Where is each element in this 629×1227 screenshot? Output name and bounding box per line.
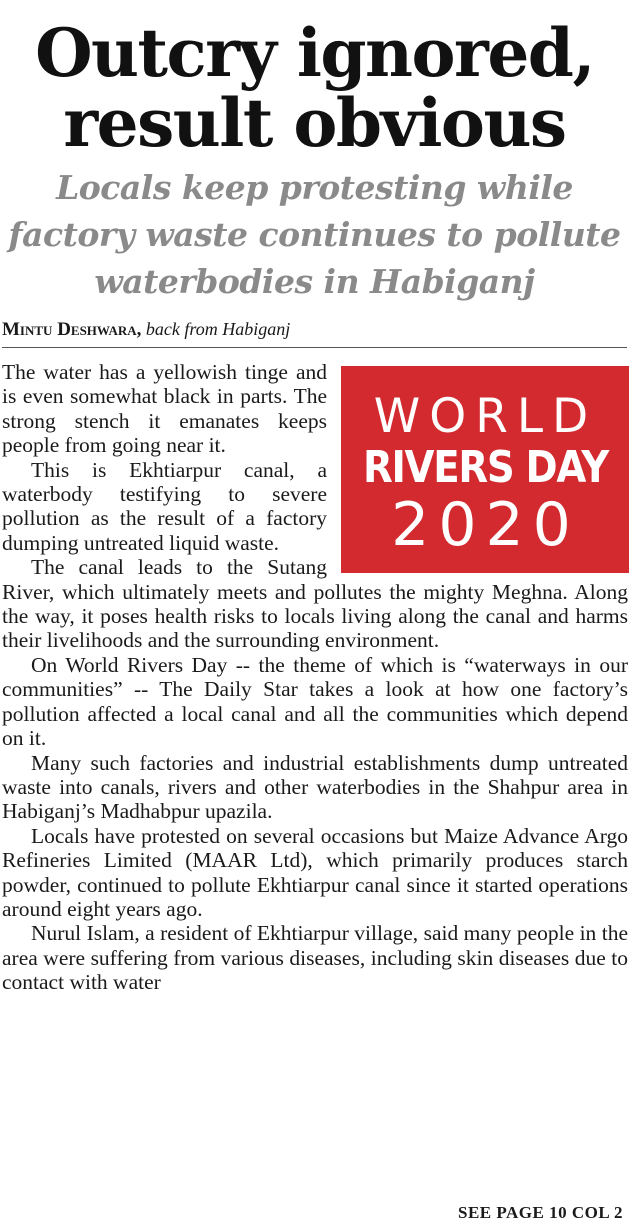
badge-year-text: 2020 <box>391 490 580 560</box>
deck-line-1: Locals keep protesting while <box>56 168 573 207</box>
article-body <box>2 360 628 995</box>
deck-line-2: factory waste continues to pollute <box>8 215 621 254</box>
byline-author: Mintu Deshwara, <box>2 319 142 340</box>
headline-line-1: Outcry ignored, <box>35 14 594 92</box>
continued-jump-line: SEE PAGE 10 COL 2 <box>458 1203 623 1222</box>
headline <box>0 0 629 162</box>
paragraph-7: Nurul Islam, a resident of Ekhtiarpur village, said many people in the area were suffering from various diseases, including skin diseases due to contact with water <box>2 921 628 995</box>
deck-line-3: waterbodies in Habiganj <box>94 262 535 301</box>
badge-middle-text: RIVERS DAY <box>362 442 609 493</box>
byline <box>2 319 627 348</box>
paragraph-2: This is Ekhtiarpur canal, a waterbody testifying to severe pollution as the result of a factory dumping untreated liquid waste. <box>2 457 327 555</box>
byline-dateline: back from Habiganj <box>145 319 291 339</box>
paragraph-4: On World Rivers Day -- the theme of which is “waterways in our communities” -- The Daily Star takes a look at how one factory’s pollution affected a local canal and all the communities which depend on it. <box>2 652 628 751</box>
paragraph-3: The canal leads to the Sutang River, which ultimately meets and pollutes the mighty Meghna. Along the way, it poses health risks to locals living along the canal and harms their livelihoods and the surrounding environment. <box>2 555 628 653</box>
paragraph-1: The water has a yellowish tinge and is even somewhat black in parts. The strong stench it emanates keeps people from going near it. <box>2 360 327 458</box>
world-rivers-day-badge <box>341 366 629 573</box>
deck <box>0 164 629 305</box>
badge-top-text: WORLD <box>373 389 598 444</box>
paragraph-5: Many such factories and industrial establishments dump untreated waste into canals, rivers and other waterbodies in the Shahpur area in Habiganj’s Madhabpur upazila. <box>2 750 628 824</box>
headline-line-2: result obvious <box>63 84 566 162</box>
paragraph-6: Locals have protested on several occasions but Maize Advance Argo Refineries Limited (MAAR Ltd), which primarily produces starch powder, continued to pollute Ekhtiarpur canal since it started operations around eight years ago. <box>2 823 628 921</box>
